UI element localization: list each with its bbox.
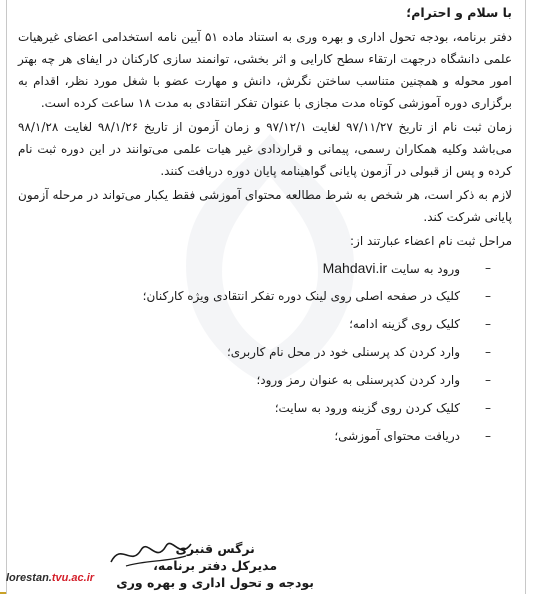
step-text: دریافت محتوای آموزشی؛ xyxy=(334,429,460,443)
list-marker: – xyxy=(485,317,491,331)
list-marker: – xyxy=(485,345,491,359)
list-item xyxy=(18,396,494,424)
step-text: وارد کردن کد پرسنلی خود در محل نام کاربری؛ xyxy=(226,345,460,359)
signature-scribble-icon xyxy=(106,532,196,572)
list-marker: – xyxy=(485,429,491,443)
letter-greeting: با سلام و احترام؛ xyxy=(406,5,512,20)
footer-brand xyxy=(6,572,94,584)
list-marker: – xyxy=(485,289,491,303)
step-text: وارد کردن کدپرسنلی به عنوان رمز ورود؛ xyxy=(256,373,460,387)
paragraph-course-intro: دفتر برنامه، بودجه تحول اداری و بهره وری به استناد ماده ۵۱ آیین نامه استخدامی اعضای غیرهیات علمی دانشگاه درجهت ارتقاء سطح کارایی و اثر بخشی، توانمند سازی کارکنان در ایفای هر چه بهتر امور محوله و همچنین متناسب ساختن نگرش، دانش و مهارت عضو با شغل مورد نظر، اقدام به برگزاری دوره آموزشی کوتاه مدت مجازی با عنوان تفکر انتقادی به مدت ۱۸ ساعت کرده است. xyxy=(18,30,513,110)
list-marker: – xyxy=(485,401,491,415)
signature-block xyxy=(116,540,314,591)
list-marker: – xyxy=(485,261,491,275)
brand-accent-text: tvu.ac.ir xyxy=(51,572,95,584)
signatory-department: بودجه و تحول اداری و بهره وری xyxy=(116,575,314,590)
list-item xyxy=(18,284,494,312)
list-marker: – xyxy=(485,373,491,387)
list-item xyxy=(18,368,494,396)
signatory-title: مدیرکل دفتر برنامه، xyxy=(153,558,278,573)
step-text: کلیک در صفحه اصلی روی لینک دوره تفکر انتقادی ویژه کارکنان؛ xyxy=(142,289,460,303)
step-text: کلیک کردن روی گزینه ورود به سایت؛ xyxy=(274,401,460,415)
step-text: کلیک روی گزینه ادامه؛ xyxy=(349,317,460,331)
corner-tick xyxy=(0,582,6,594)
paragraph-registration-dates: زمان ثبت نام از تاریخ ۹۷/۱۱/۲۷ لغایت ۹۷/۱۲/۱ و زمان آزمون از تاریخ ۹۸/۱/۲۶ لغایت ۹۸/۱/۲۸ می‌باشد وکلیه همکاران رسمی، پیمانی و قراردادی غیر هیات علمی می‌توانند در این دوره ثبت نام کرده و پس از قبولی در آزمون پایانی گواهینامه پایان دوره دریافت کنند. xyxy=(18,120,512,178)
signatory-name: نرگس قنبری xyxy=(175,541,255,556)
registration-steps-list xyxy=(18,256,512,452)
list-item xyxy=(18,424,494,452)
brand-main-text: lorestan. xyxy=(6,572,52,584)
step-text: ورود به سایت xyxy=(391,262,460,276)
letter-body xyxy=(18,2,512,452)
list-item xyxy=(18,312,494,340)
list-item xyxy=(18,340,494,368)
paragraph-exam-note: لازم به ذکر است، هر شخص به شرط مطالعه محتوای آموزشی فقط یکبار می‌تواند در مرحله آزمون پایانی شرکت کند. xyxy=(18,188,512,224)
site-link[interactable]: Mahdavi.ir xyxy=(322,260,388,276)
list-item xyxy=(18,256,494,284)
steps-title: مراحل ثبت نام اعضاء عبارتند از: xyxy=(350,234,512,248)
